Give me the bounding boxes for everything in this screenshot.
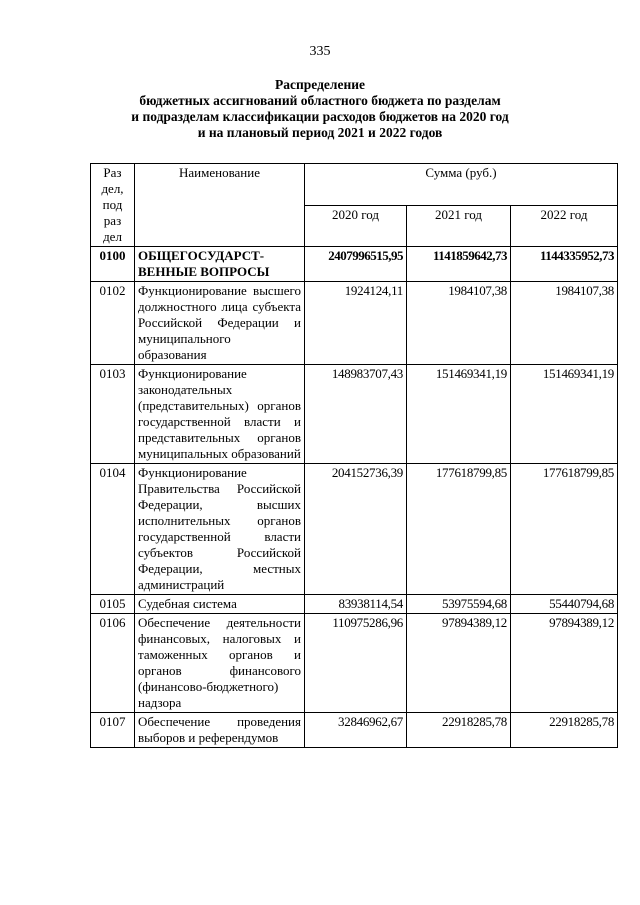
row-value-2020: 110975286,96 (305, 614, 407, 713)
row-code: 0103 (91, 365, 135, 464)
row-value-2021: 1141859642,73 (407, 247, 511, 282)
row-name (135, 247, 305, 282)
row-name: Обеспечение деятельности финансовых, налоговых и таможенных органов и органов финансового (финансово-бюджетного) надзора (135, 614, 305, 713)
row-value-2022: 1144335952,73 (511, 247, 618, 282)
row-code: 0104 (91, 464, 135, 595)
header-code-line: дел (103, 229, 122, 244)
table-row (91, 595, 618, 614)
row-value-2020: 2407996515,95 (305, 247, 407, 282)
header-code-line: дел, (101, 181, 124, 196)
row-name: Судебная система (135, 595, 305, 614)
row-code: 0100 (91, 247, 135, 282)
table-row (91, 713, 618, 748)
row-code: 0106 (91, 614, 135, 713)
row-value-2021: 53975594,68 (407, 595, 511, 614)
budget-table (90, 163, 618, 748)
row-code: 0102 (91, 282, 135, 365)
title-line-1: Распределение (274, 77, 366, 92)
row-name: Функционирование Правительства Российской Федерации, высших исполнительных органов государственной власти субъектов Российской Федерации, местных администраций (135, 464, 305, 595)
row-name-line: ОБЩЕГОСУДАРСТ- (138, 248, 265, 263)
document-title (0, 77, 640, 141)
header-code-line: под (102, 197, 123, 212)
header-year-2022: 2022 год (511, 205, 618, 247)
title-line-4: и на плановый период 2021 и 2022 годов (197, 125, 443, 140)
header-code-line: Раз (103, 165, 122, 180)
row-value-2022: 97894389,12 (511, 614, 618, 713)
title-line-3: и подразделам классификации расходов бюджетов на 2020 год (131, 109, 509, 124)
page-number: 335 (309, 44, 331, 59)
row-value-2021: 97894389,12 (407, 614, 511, 713)
row-value-2022: 55440794,68 (511, 595, 618, 614)
row-code: 0107 (91, 713, 135, 748)
row-value-2022: 151469341,19 (511, 365, 618, 464)
header-name: Наименование (135, 164, 305, 247)
row-value-2021: 151469341,19 (407, 365, 511, 464)
row-value-2022: 1984107,38 (511, 282, 618, 365)
header-year-2020: 2020 год (305, 205, 407, 247)
row-value-2021: 22918285,78 (407, 713, 511, 748)
row-value-2020: 204152736,39 (305, 464, 407, 595)
table-row (91, 614, 618, 713)
row-value-2020: 83938114,54 (305, 595, 407, 614)
row-name-line: ВЕННЫЕ ВОПРОСЫ (138, 264, 270, 279)
table-row (91, 282, 618, 365)
row-name: Функционирование высшего должностного лица субъекта Российской Федерации и муниципального образования (135, 282, 305, 365)
row-name: Функционирование законодательных (представительных) органов государственной власти и представительных органов муниципальных образований (135, 365, 305, 464)
title-line-2: бюджетных ассигнований областного бюджета по разделам (139, 93, 501, 108)
row-name: Обеспечение проведения выборов и референдумов (135, 713, 305, 748)
row-value-2022: 22918285,78 (511, 713, 618, 748)
table-row (91, 247, 618, 282)
row-value-2020: 1924124,11 (305, 282, 407, 365)
header-sum-group: Сумма (руб.) (305, 164, 618, 206)
row-value-2020: 32846962,67 (305, 713, 407, 748)
table-header-row (91, 164, 618, 206)
header-code (91, 164, 135, 247)
row-value-2021: 177618799,85 (407, 464, 511, 595)
row-code: 0105 (91, 595, 135, 614)
table-row (91, 365, 618, 464)
header-year-2021: 2021 год (407, 205, 511, 247)
row-value-2020: 148983707,43 (305, 365, 407, 464)
header-code-line: раз (103, 213, 122, 228)
table-row (91, 464, 618, 595)
row-value-2022: 177618799,85 (511, 464, 618, 595)
row-value-2021: 1984107,38 (407, 282, 511, 365)
